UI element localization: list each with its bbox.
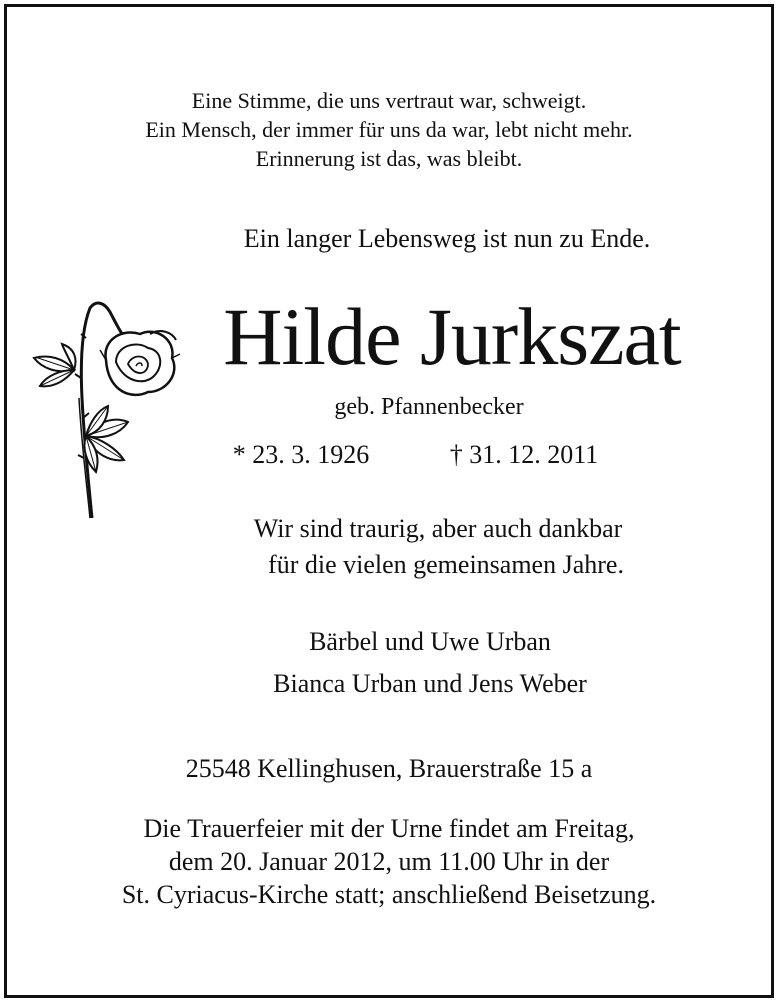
mourner-1: Bärbel und Uwe Urban: [309, 627, 551, 656]
rose-icon: [24, 298, 188, 522]
funeral-line-1: Die Trauerfeier mit der Urne findet am Freitag,: [143, 814, 635, 843]
deceased-name: Hilde Jurkszat: [223, 291, 681, 382]
intro-line: Ein langer Lebensweg ist nun zu Ende.: [243, 224, 651, 253]
birth-date: * 23. 3. 1926: [232, 440, 370, 469]
gratitude-line-2: für die vielen gemeinsamen Jahre.: [268, 550, 624, 579]
poem-line-1: Eine Stimme, die uns vertraut war, schweigt.: [191, 88, 587, 113]
address: 25548 Kellinghusen, Brauerstraße 15 a: [185, 754, 593, 783]
gratitude-line-1: Wir sind traurig, aber auch dankbar: [253, 514, 623, 543]
maiden-name: geb. Pfannenbecker: [334, 394, 524, 420]
funeral-line-2: dem 20. Januar 2012, um 11.00 Uhr in der: [168, 847, 610, 876]
poem-line-3: Erinnerung ist das, was bleibt.: [255, 146, 523, 171]
death-date: † 31. 12. 2011: [449, 440, 599, 469]
poem-line-2: Ein Mensch, der immer für uns da war, lebt nicht mehr.: [145, 117, 633, 142]
mourner-2: Bianca Urban und Jens Weber: [273, 669, 587, 698]
funeral-line-3: St. Cyriacus-Kirche statt; anschließend Beisetzung.: [121, 880, 657, 909]
